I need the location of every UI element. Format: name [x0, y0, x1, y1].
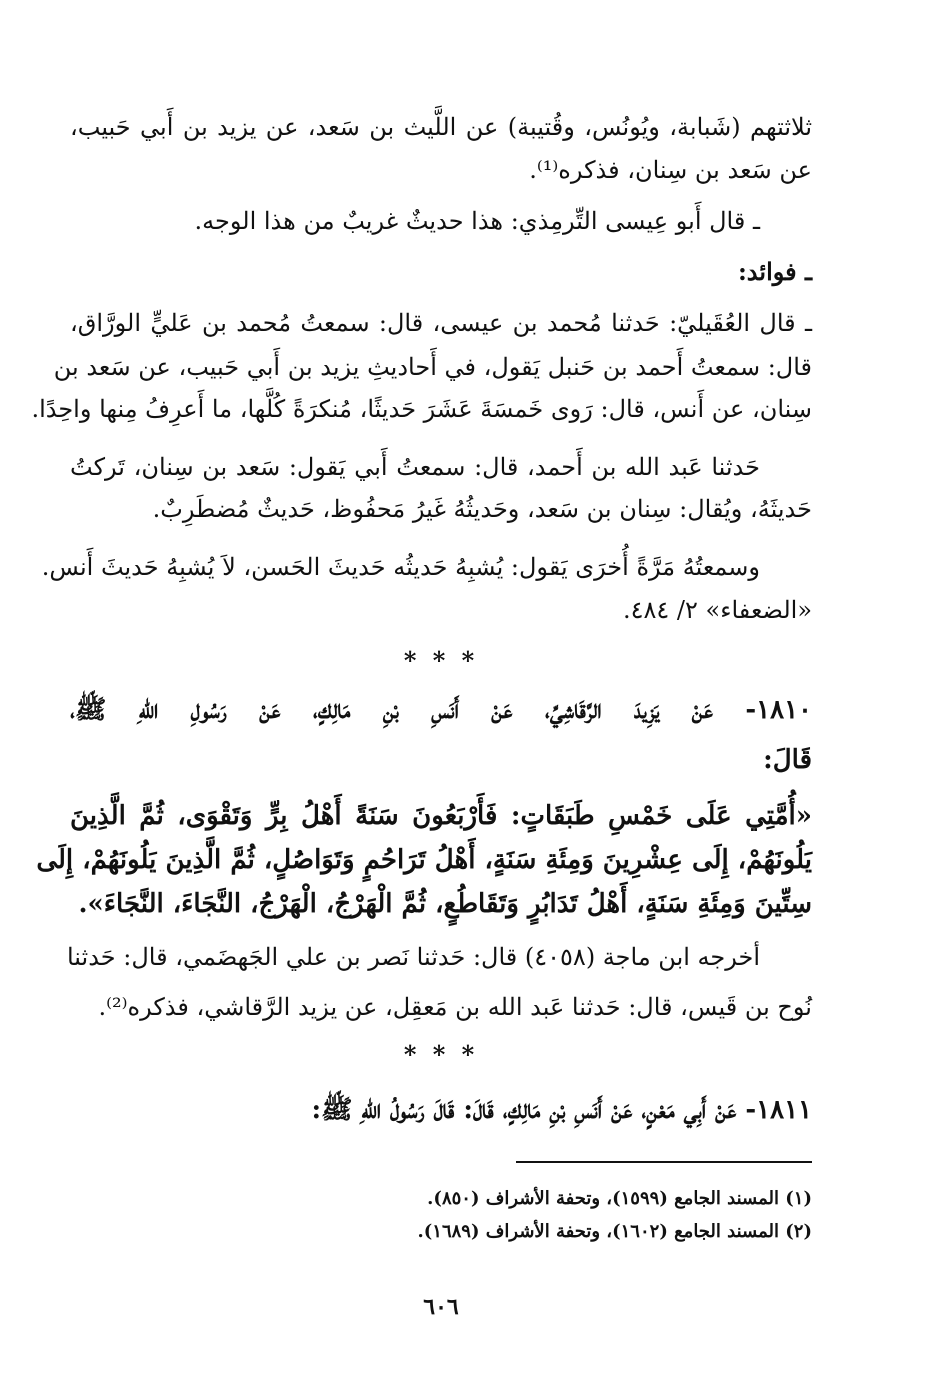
text-line: ـ قال أَبو عِيسى التِّرمِذي: هذا حديثٌ غريبٌ من هذا الوجه. [194, 207, 760, 235]
separator-stars: * * * [403, 646, 479, 675]
hadith-heading: ١٨١٠- عَنْ يَزِيدَ الرَّقَاشِيِّ، عَنْ أَنَسِ بْنِ مَالِكٍ، عَنْ رَسُولِ اللهِ ﷺ، [70, 695, 812, 725]
text-line: حَديثَهُ، ويُقال: سِنان بن سَعد، وحَديثُهُ غَيرُ مَحفُوظ، حَديثٌ مُضطَرِبٌ. [152, 495, 812, 523]
text-line: ـ قال العُقَيليّ: حَدثنا مُحمد بن عيسى، قال: سمعتُ مُحمد بن عَليٍّ الورَّاق، [70, 309, 812, 337]
book-page [31, 0, 812, 1384]
separator-stars: * * * [403, 1040, 479, 1069]
source-citation: «الضعفاء» ٢/ ٤٨٤. [622, 596, 812, 624]
text-line: وسمعتُهُ مَرَّةً أُخرَى يَقول: يُشبِهُ حَديثُه حَديثَ الحَسن، لاَ يُشبِهُ حَديثَ أَنس. [41, 553, 760, 581]
hadith-text: قَالَ: [763, 745, 812, 775]
hadith-text: «أُمَّتِي عَلَى خَمْسِ طَبَقَاتٍ: فَأَرْبَعُونَ سَنَةً أَهْلُ بِرٍّ وَتَقْوَى، ثُمَّ الَّذِينَ [70, 801, 812, 831]
text-line: حَدثنا عَبد الله بن أَحمد، قال: سمعتُ أَبي يَقول: سَعد بن سِنان، تَركتُ [70, 453, 760, 481]
footnote: (١) المسند الجامع (١٥٩٩)، وتحفة الأشراف (٨٥٠). [427, 1188, 812, 1209]
hadith-text: يَلُونَهُمْ، إِلَى عِشْرِينَ وَمِئَةِ سَنَةٍ، أَهْلُ تَرَاحُمٍ وَتَوَاصُلٍ، ثُمَّ الَّذِينَ يَلُونَهُمْ، إِلَى [36, 845, 812, 875]
text-line: قال: سمعتُ أَحمد بن حَنبل يَقول، في أَحاديثِ يزيد بن أَبي حَبيب، عن سَعد بن [53, 353, 812, 381]
page-number: ٦٠٦ [423, 1294, 459, 1320]
takhrij-text: نُوح بن قَيس، قال: حَدثنا عَبد الله بن مَعقِل، عن يزيد الرَّقاشي، فذكره⁽²⁾. [98, 993, 812, 1021]
text-line: سِنان، عن أَنس، قال: رَوى خَمسَةَ عَشَرَ حَديثًا، مُنكرَةً كُلَّها، ما أَعرِفُ مِنها واحِدًا. [31, 395, 812, 423]
hadith-heading: ١٨١١- عَنْ أَبِي مَعْنٍ، عَنْ أَنَسِ بْنِ مَالِكٍ، قَالَ: قَالَ رَسُولُ اللهِ ﷺ: [311, 1095, 812, 1125]
hadith-text: سِتِّينَ وَمِئَةِ سَنَةٍ، أَهْلُ تَدَابُرٍ وَتَقَاطُعٍ، ثُمَّ الْهَرْجُ، الْهَرْجُ، النَّجَاءَ، النَّجَاءَ». [78, 889, 812, 919]
footnote: (٢) المسند الجامع (١٦٠٢)، وتحفة الأشراف (١٦٨٩). [417, 1221, 812, 1242]
text-line: عن سَعد بن سِنان، فذكره⁽¹⁾. [529, 156, 812, 184]
section-heading: ـ فوائد: [737, 257, 812, 286]
footnote-rule [516, 1161, 812, 1163]
text-line: ثلاثتهم (شَبابة، ويُونُس، وقُتيبة) عن اللَّيث بن سَعد، عن يزيد بن أَبي حَبيب، [70, 113, 812, 141]
takhrij-text: أخرجه ابن ماجة (٤٠٥٨) قال: حَدثنا نَصر بن علي الجَهضَمي، قال: حَدثنا [66, 943, 760, 971]
